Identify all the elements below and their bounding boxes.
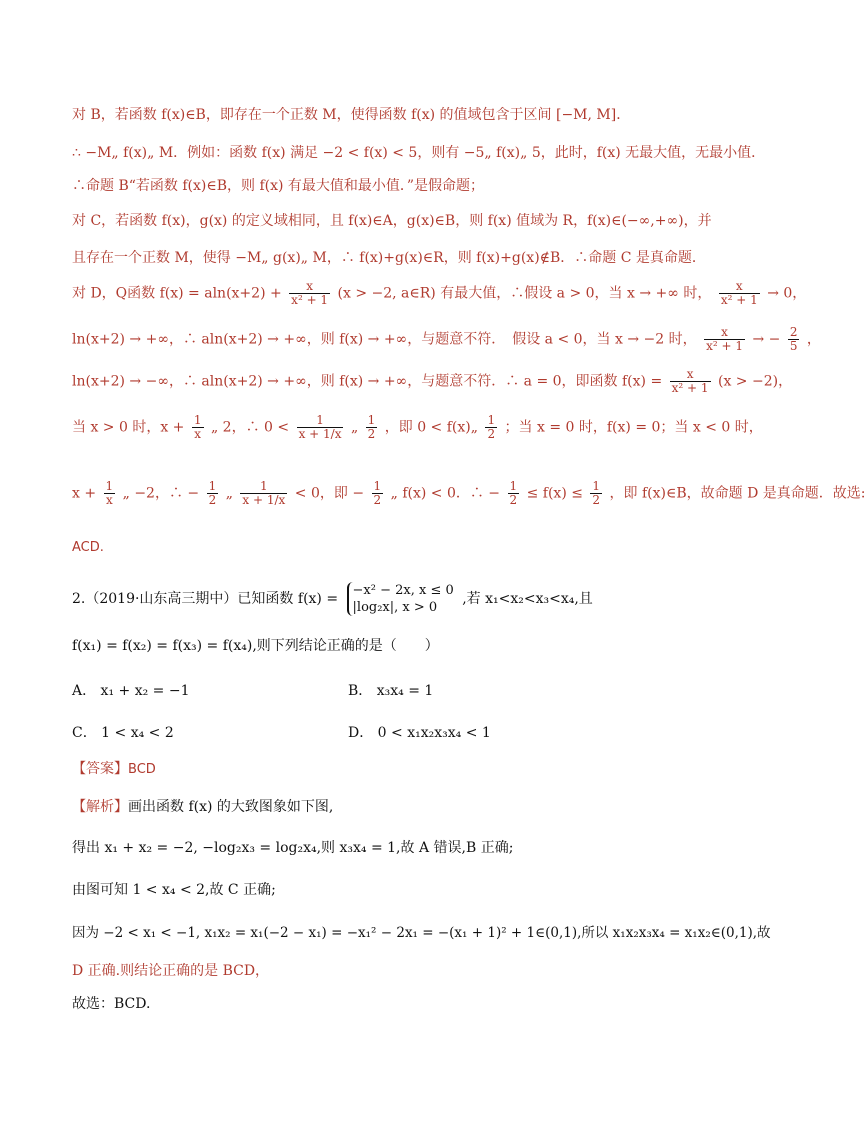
solution-line-c: 对 C，若函数 f(x)，g(x) 的定义域相同，且 f(x)∈A，g(x)∈B，则 f(x) 值域为 R，f(x)∈(−∞,+∞)，并 [72,213,712,229]
solution-line-d3: ln(x+2) → −∞，∴ aln(x+2) → +∞，则 f(x) → +∞，与题意不符．∴ a = 0，即函数 f(x) = $\frac{x}{\text{x² + 1}}$ (x > −2)， [72,367,793,395]
analysis-line-4: 因为 −2 < x₁ < −1, x₁x₂ = x₁(−2 − x₁) = −x₁² − 2x₁ = −(x₁ + 1)² + 1∈(0,1),所以 x₁x₂x₃x₄ = x₁x₂∈(0,1),故 [72,925,771,941]
choice-a: A． x₁ + x₂ = −1 [72,683,190,699]
fraction: $\frac{1}{2}$ [208,479,217,507]
fraction: $\frac{x}{\text{x² + 1}}$ [671,367,709,395]
solution-line-b-conclusion: ∴命题 B“若函数 f(x)∈B，则 f(x) 有最大值和最小值．”是假命题； [72,178,485,194]
analysis-line-6: 故选：BCD. [72,996,151,1012]
answer-value: BCD [128,762,156,777]
fraction: $\frac{1}{2}$ [509,479,518,507]
solution-line-d4: 当 x > 0 时，x + $\frac{1}{x}$ „ 2，∴ 0 < $\frac{1}{x + 1/x}$ „ $\frac{1}{2}$ ，即 0 < f(x)„ $\frac{1}{2}$ ；当 x = 0 时，f(x) = 0；当 x < 0 时， [72,413,763,441]
solution-answer: ACD. [72,540,104,555]
problem2-stem-cont: f(x₁) = f(x₂) = f(x₃) = f(x₄),则下列结论正确的是（ ） [72,638,439,654]
solution-line-b-example: ∴ −M„ f(x)„ M．例如：函数 f(x) 满足 −2 < f(x) < 5，则有 −5„ f(x)„ 5，此时，f(x) 无最大值，无最小值． [72,145,766,161]
solution-line-b: 对 B，若函数 f(x)∈B，即存在一个正数 M，使得函数 f(x) 的值域包含于区间 [−M, M]． [72,107,631,123]
answer-tag: 【答案】 [72,761,128,777]
problem2-stem: 2.（2019·山东高三期中）已知函数 f(x) = −x² − 2x, x ≤ 0 |log₂x|, x > 0 ,若 x₁<x₂<x₃<x₄,且 [72,583,593,615]
choice-c: C． 1 < x₄ < 2 [72,725,174,741]
analysis-line-3: 由图可知 1 < x₄ < 2,故 C 正确; [72,882,276,898]
fraction: $\frac{1}{x + 1/x}$ [242,479,286,507]
analysis-row: 【解析】画出函数 f(x) 的大致图象如下图, [72,799,334,815]
fraction: $\frac{2}{5}$ [789,325,798,353]
piecewise-function: −x² − 2x, x ≤ 0 |log₂x|, x > 0 [347,582,454,616]
fraction: $\frac{1}{2}$ [373,479,382,507]
fraction: $\frac{1}{x}$ [193,413,202,441]
fraction: $\frac{1}{x}$ [105,479,114,507]
fraction: $\frac{x}{\text{x² + 1}}$ [706,325,743,353]
analysis-line-2: 得出 x₁ + x₂ = −2, −log₂x₃ = log₂x₄,则 x₃x₄ = 1,故 A 错误,B 正确; [72,840,514,856]
fraction: $\frac{x}{\text{x² + 1}}$ [291,279,329,307]
choice-b: B． x₃x₄ = 1 [348,683,434,699]
fraction: $\frac{1}{2}$ [487,413,496,441]
analysis-tag: 【解析】 [72,799,128,815]
fraction: $\frac{1}{2}$ [367,413,376,441]
choice-d: D． 0 < x₁x₂x₃x₄ < 1 [348,725,491,741]
fraction: $\frac{1}{x + 1/x}$ [298,413,342,441]
solution-line-d2: ln(x+2) → +∞，∴ aln(x+2) → +∞，则 f(x) → +∞，与题意不符． 假设 a < 0，当 x → −2 时， $\frac{x}{\text{x² + 1}}$ → − $\frac{2}{5}$ ， [72,325,821,353]
solution-line-d: 对 D，Q函数 f(x) = aln(x+2) + $\frac{x}{\text{x² + 1}}$ (x > −2, a∈R) 有最大值，∴假设 a > 0，当 x → +∞ 时， $\frac{x}{\text{x² + 1}}$ → 0， [72,279,807,307]
solution-line-d5: x + $\frac{1}{x}$ „ −2，∴ − $\frac{1}{2}$ „ $\frac{1}{x + 1/x}$ < 0，即 − $\frac{1}{2}$ „ f(x) < 0．∴ − $\frac{1}{2}$ ≤ f(x) ≤ $\frac{1}{2}$ ，即 f(x)∈B，故命题 D 是真命题．故选: [72,479,865,507]
fraction: $\frac{x}{\text{x² + 1}}$ [720,279,758,307]
solution-line-c-cont: 且存在一个正数 M，使得 −M„ g(x)„ M，∴ f(x)+g(x)∈R，则 f(x)+g(x)∉B．∴命题 C 是真命题． [72,250,706,266]
fraction: $\frac{1}{2}$ [592,479,601,507]
answer-row [72,760,156,779]
analysis-line-5: D 正确.则结论正确的是 BCD， [72,963,270,979]
